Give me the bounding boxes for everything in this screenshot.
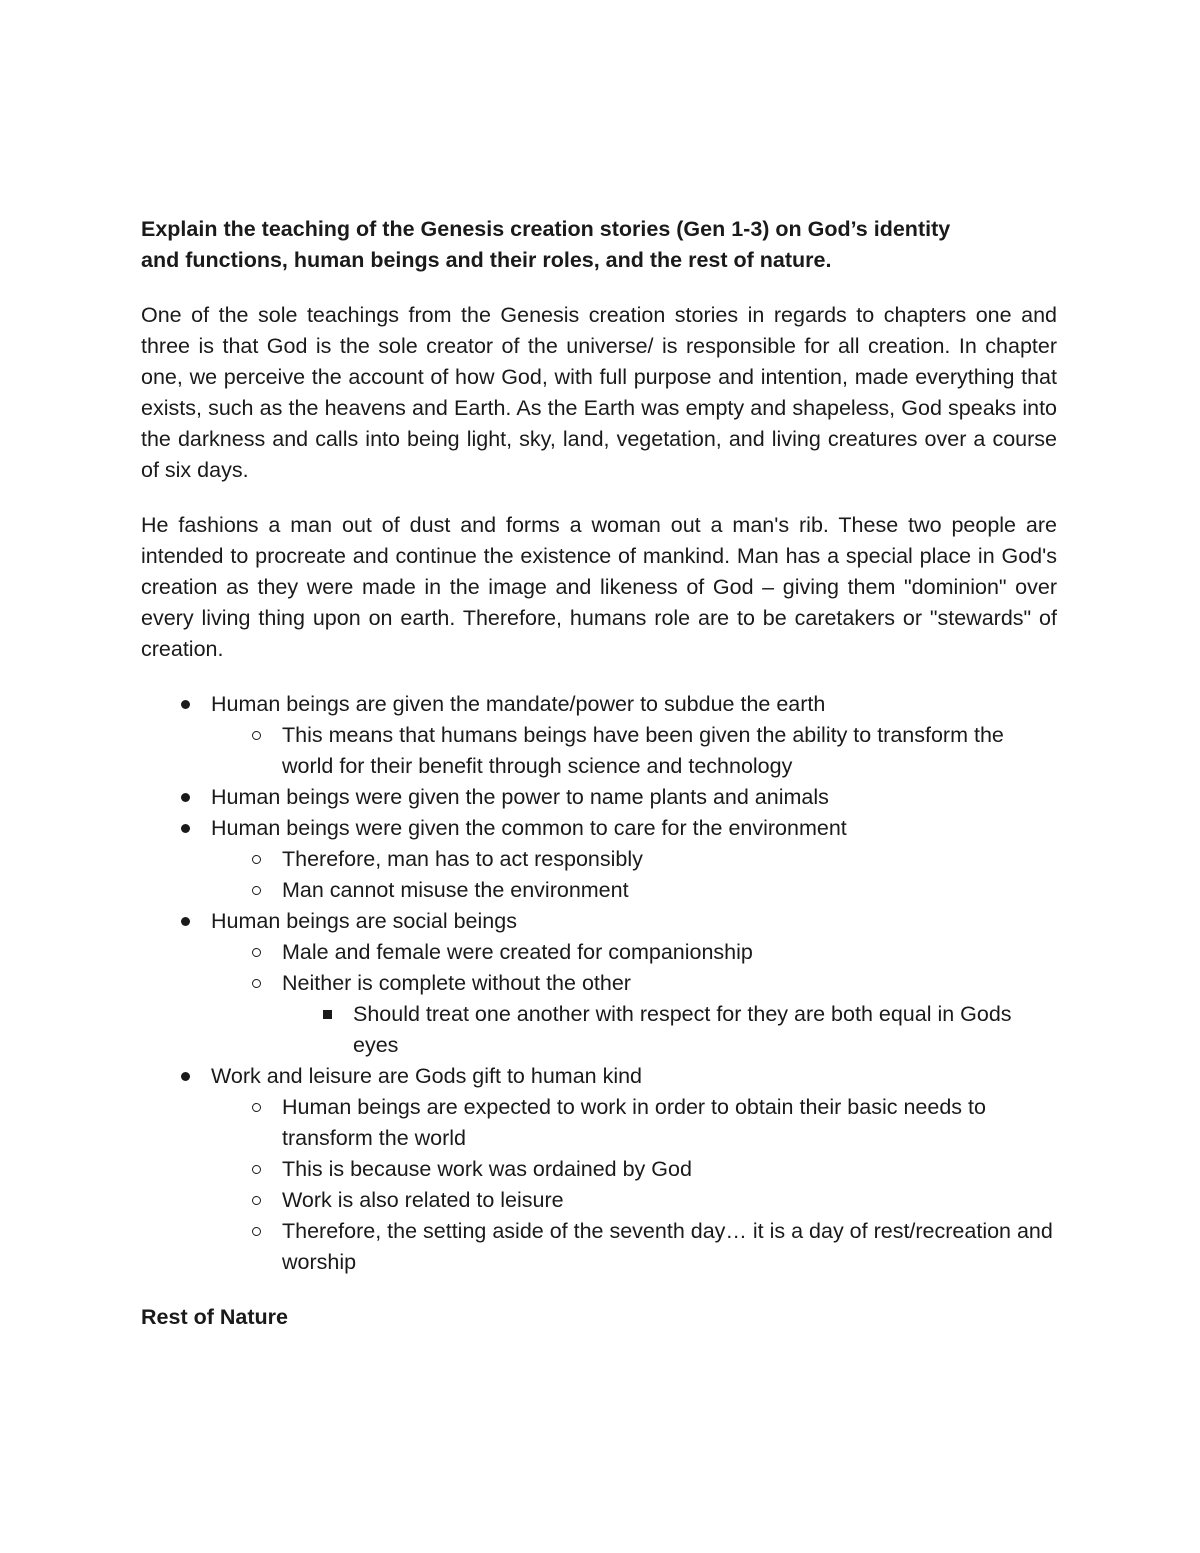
roles-list: [141, 689, 1057, 1278]
list-item: [141, 1216, 1057, 1278]
bullet-circle-icon: [248, 1216, 264, 1247]
bullet-circle-icon: [248, 968, 264, 999]
list-item-text: Neither is complete without the other: [282, 971, 631, 995]
list-item-text: Human beings were given the power to name plants and animals: [211, 785, 829, 809]
document-title: [141, 214, 1057, 276]
list-item-text: Therefore, man has to act responsibly: [282, 847, 643, 871]
list-item: [141, 937, 1057, 968]
list-item-text: This is because work was ordained by God: [282, 1157, 692, 1181]
list-item: [141, 720, 1057, 782]
bullet-dot-icon: [177, 782, 193, 813]
paragraph-mankind: He fashions a man out of dust and forms a woman out a man's rib. These two people are intended to procreate and continue the existence of mankind. Man has a special place in God's creation as they were made in the image and likeness of God – giving them "dominion" over every living thing upon on earth. Therefore, humans role are to be caretakers or "stewards" of creation.: [141, 513, 1057, 661]
list-item-text: Work is also related to leisure: [282, 1188, 564, 1212]
list-item-text: Human beings are social beings: [211, 909, 517, 933]
paragraph-creator: One of the sole teachings from the Genesis creation stories in regards to chapters one and three is that God is the sole creator of the universe/ is responsible for all creation. In chapter one, we perceive the account of how God, with full purpose and intention, made everything that exists, such as the heavens and Earth. As the Earth was empty and shapeless, God speaks into the darkness and calls into being light, sky, land, vegetation, and living creatures over a course of six days.: [141, 303, 1057, 482]
list-item: [141, 875, 1057, 906]
list-item-text: This means that humans beings have been given the ability to transform the world for their benefit through science and technology: [282, 723, 1004, 778]
list-item: [141, 1185, 1057, 1216]
list-item-text: Male and female were created for companionship: [282, 940, 753, 964]
list-item-text: Should treat one another with respect for they are both equal in Gods eyes: [353, 1002, 1012, 1057]
bullet-square-icon: [319, 999, 335, 1030]
list-item: [141, 1061, 1057, 1092]
title-line-2: and functions, human beings and their roles, and the rest of nature.: [141, 248, 832, 272]
bullet-circle-icon: [248, 937, 264, 968]
title-line-1: Explain the teaching of the Genesis creation stories (Gen 1-3) on God’s identity: [141, 217, 951, 241]
bullet-circle-icon: [248, 875, 264, 906]
list-item: [141, 813, 1057, 844]
list-item: [141, 1154, 1057, 1185]
list-item: [141, 999, 1057, 1061]
bullet-dot-icon: [177, 1061, 193, 1092]
bullet-dot-icon: [177, 906, 193, 937]
bullet-circle-icon: [248, 1092, 264, 1123]
list-item-text: Man cannot misuse the environment: [282, 878, 629, 902]
list-item-text: Work and leisure are Gods gift to human kind: [211, 1064, 643, 1088]
list-item: [141, 906, 1057, 937]
bullet-circle-icon: [248, 1185, 264, 1216]
list-item-text: Human beings are expected to work in order to obtain their basic needs to transform the world: [282, 1095, 986, 1150]
list-item: [141, 844, 1057, 875]
list-item: [141, 968, 1057, 999]
bullet-circle-icon: [248, 1154, 264, 1185]
bullet-circle-icon: [248, 720, 264, 751]
bullet-dot-icon: [177, 689, 193, 720]
list-item-text: Human beings were given the common to care for the environment: [211, 816, 847, 840]
document-page: [141, 214, 1057, 1333]
bullet-dot-icon: [177, 813, 193, 844]
bullet-circle-icon: [248, 844, 264, 875]
list-item: [141, 1092, 1057, 1154]
list-item: [141, 782, 1057, 813]
section-heading: Rest of Nature: [141, 1305, 288, 1329]
list-item: [141, 689, 1057, 720]
list-item-text: Human beings are given the mandate/power to subdue the earth: [211, 692, 826, 716]
list-item-text: Therefore, the setting aside of the seventh day… it is a day of rest/recreation and worship: [282, 1219, 1053, 1274]
